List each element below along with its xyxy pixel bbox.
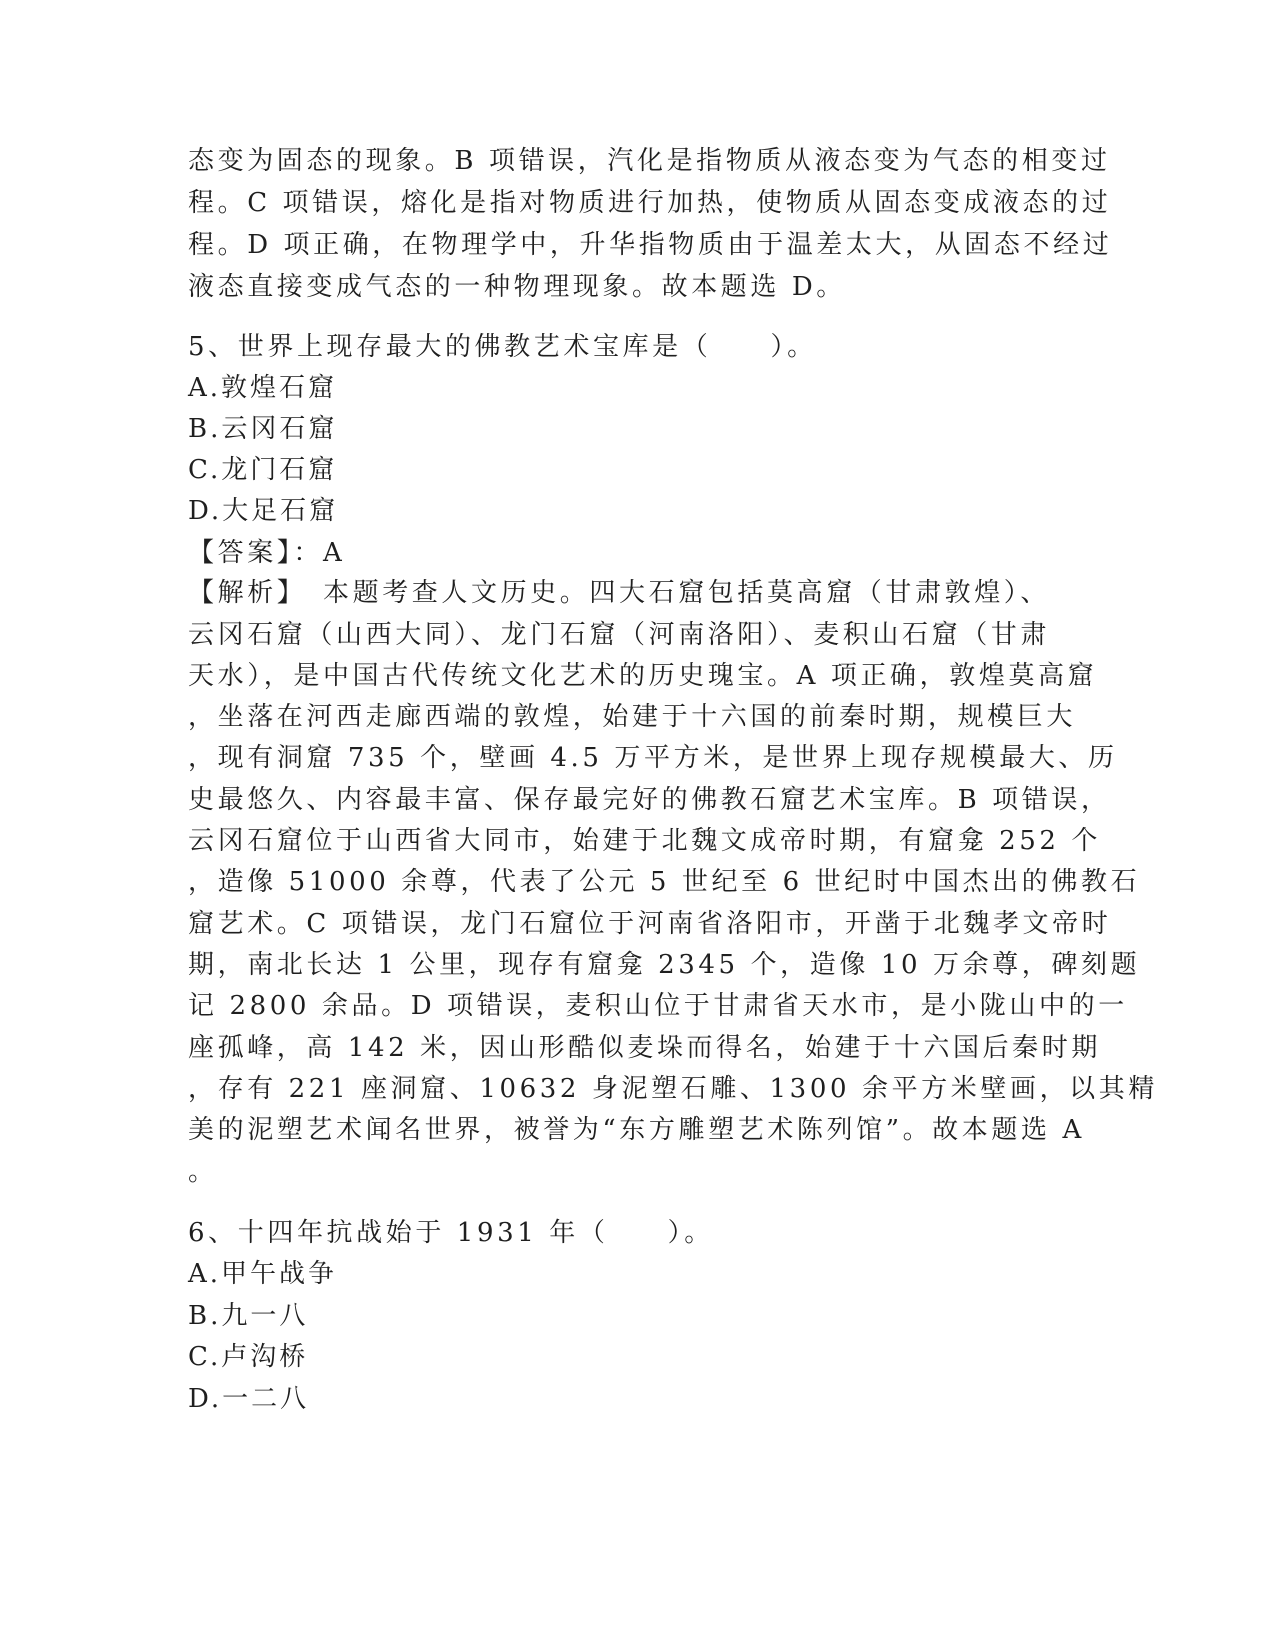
q5-option-b: B.云冈石窟 bbox=[188, 414, 338, 444]
q5-analysis-line: 云冈石窟（山西大同）、龙门石窟（河南洛阳）、麦积山石窟（甘肃 bbox=[188, 620, 1051, 650]
carryover-line: 态变为固态的现象。B 项错误，汽化是指物质从液态变为气态的相变过 bbox=[188, 146, 1111, 176]
carryover-line: 程。D 项正确，在物理学中，升华指物质由于温差太大，从固态不经过 bbox=[188, 230, 1113, 260]
q6-option-c: C.卢沟桥 bbox=[188, 1342, 309, 1372]
q5-analysis-line: 史最悠久、内容最丰富、保存最完好的佛教石窟艺术宝库。B 项错误， bbox=[188, 785, 1111, 815]
q5-option-c: C.龙门石窟 bbox=[188, 455, 338, 485]
q5-analysis-line: ，存有 221 座洞窟、10632 身泥塑石雕、1300 余平方米壁画，以其精 bbox=[188, 1074, 1158, 1104]
carryover-line: 液态直接变成气态的一种物理现象。故本题选 D。 bbox=[188, 272, 846, 302]
carryover-line: 程。C 项错误，熔化是指对物质进行加热，使物质从固态变成液态的过 bbox=[188, 188, 1112, 218]
q5-option-d: D.大足石窟 bbox=[188, 496, 339, 526]
q5-analysis-line: 。 bbox=[188, 1157, 218, 1187]
q5-analysis-line: ，造像 51000 余尊，代表了公元 5 世纪至 6 世纪时中国杰出的佛教石 bbox=[188, 867, 1141, 897]
q6-option-a: A.甲午战争 bbox=[188, 1259, 338, 1289]
q5-analysis-line: 窟艺术。C 项错误，龙门石窟位于河南省洛阳市，开凿于北魏孝文帝时 bbox=[188, 909, 1112, 939]
q5-answer: 【答案】：A bbox=[188, 538, 346, 568]
q5-option-a: A.敦煌石窟 bbox=[188, 373, 338, 403]
q5-analysis-line: ，坐落在河西走廊西端的敦煌，始建于十六国的前秦时期，规模巨大 bbox=[188, 702, 1077, 732]
q5-analysis-line: 云冈石窟位于山西省大同市，始建于北魏文成帝时期，有窟龛 252 个 bbox=[188, 826, 1101, 856]
q5-analysis-line: 期，南北长达 1 公里，现存有窟龛 2345 个，造像 10 万余尊，碑刻题 bbox=[188, 950, 1141, 980]
question-6-text: 6、十四年抗战始于 1931 年（ ）。 bbox=[188, 1218, 714, 1248]
q6-option-b: B.九一八 bbox=[188, 1301, 309, 1331]
q5-analysis-line: 座孤峰，高 142 米，因山形酷似麦垛而得名，始建于十六国后秦时期 bbox=[188, 1033, 1101, 1063]
q5-analysis-line: 美的泥塑艺术闻名世界，被誉为“东方雕塑艺术陈列馆”。故本题选 A bbox=[188, 1115, 1085, 1145]
question-5-text: 5、世界上现存最大的佛教艺术宝库是（ ）。 bbox=[188, 332, 817, 362]
q5-analysis-line: 【解析】 本题考查人文历史。四大石窟包括莫高窟（甘肃敦煌）、 bbox=[188, 578, 1051, 608]
q5-analysis-line: 记 2800 余品。D 项错误，麦积山位于甘肃省天水市，是小陇山中的一 bbox=[188, 991, 1128, 1021]
q5-analysis-line: ，现有洞窟 735 个，壁画 4.5 万平方米，是世界上现存规模最大、历 bbox=[188, 743, 1118, 773]
q5-analysis-line: 天水），是中国古代传统文化艺术的历史瑰宝。A 项正确，敦煌莫高窟 bbox=[188, 661, 1098, 691]
q6-option-d: D.一二八 bbox=[188, 1384, 310, 1414]
